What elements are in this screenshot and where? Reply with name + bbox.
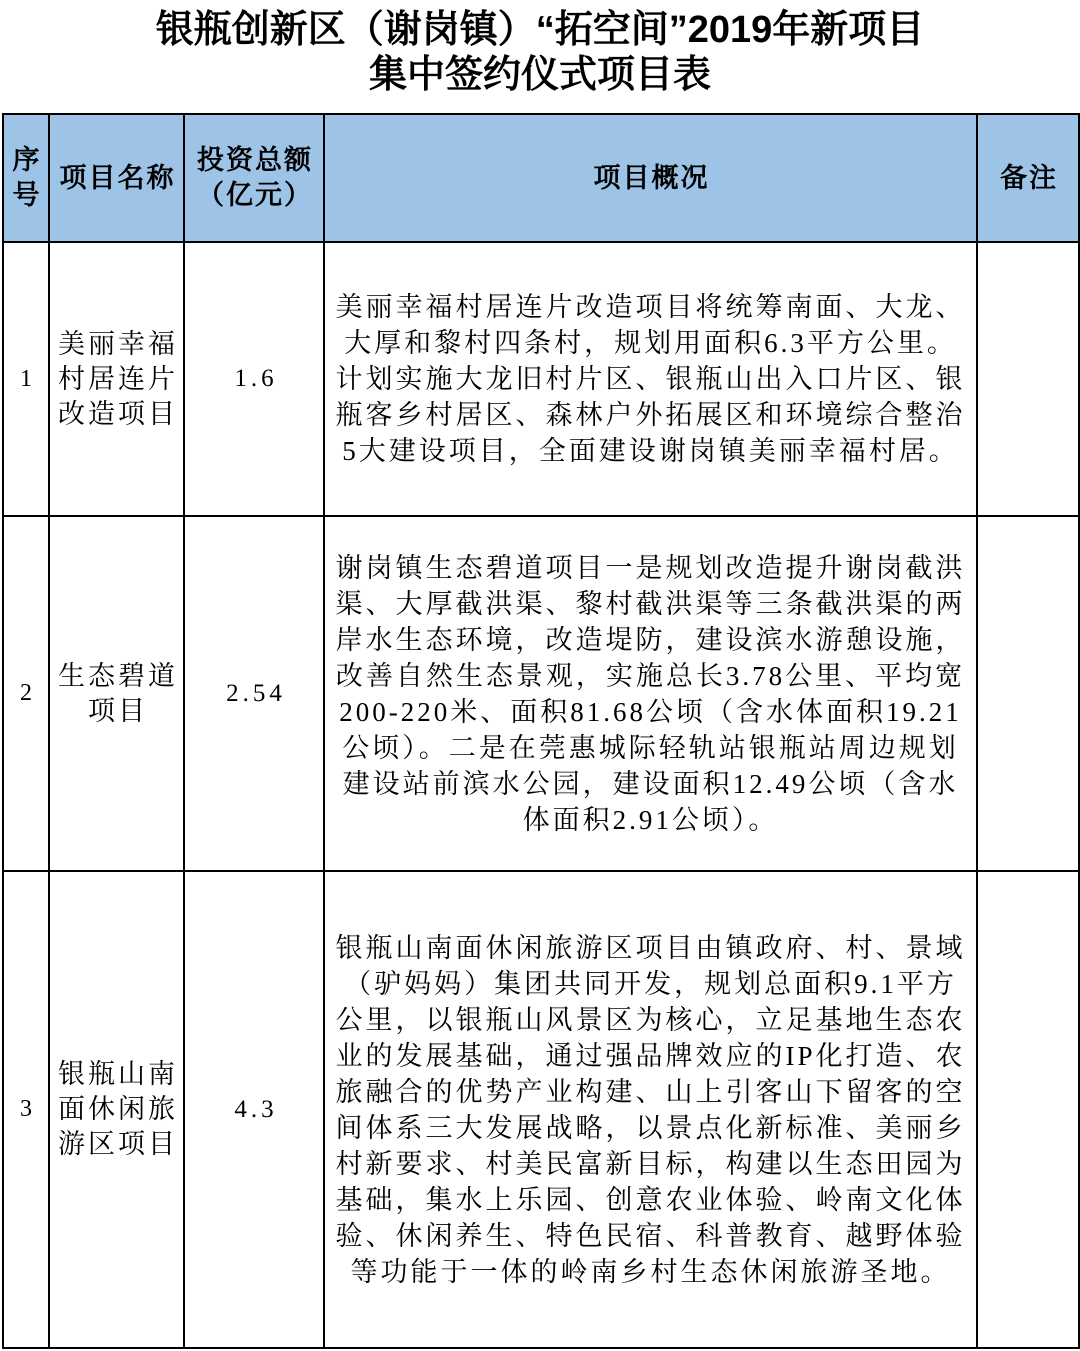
project-name-line: 生态碧道 [58,660,178,691]
project-name-line: 面休闲旅 [58,1094,178,1124]
header-index [3,114,49,242]
row-index: 2 [3,516,49,871]
project-table [2,113,1080,1349]
title-line-2: 集中签约仪式项目表 [368,54,711,96]
investment-text: 2.54 [226,679,286,707]
overview-line: 岸水生态环境，改造堤防，建设滨水游憩设施， [335,624,966,655]
project-name [49,242,184,516]
header-row [3,114,1079,242]
row-index: 1 [3,242,49,516]
overview-line: 间体系三大发展战略，以景点化新标准、美丽乡 [335,1112,966,1143]
investment-text: 4.3 [234,1095,278,1123]
overview-line: 验、休闲养生、特色民宿、科普教育、越野体验 [335,1220,966,1251]
project-name [49,871,184,1348]
remarks-cell [977,871,1079,1348]
header-investment-unit: （亿元） [197,180,313,210]
overview-line: 5大建设项目，全面建设谢岗镇美丽幸福村居。 [342,436,959,466]
remarks-cell [977,516,1079,871]
header-remarks [977,114,1079,242]
overview-line: （驴妈妈）集团共同开发，规划总面积9.1平方 [344,968,957,999]
investment-value [184,242,324,516]
title-line-1: 银瓶创新区（谢岗镇）“拓空间”2019年新项目 [155,9,925,51]
overview-line: 业的发展基础，通过强品牌效应的IP化打造、农 [335,1040,966,1071]
header-investment [184,114,324,242]
project-name [49,516,184,871]
remarks-cell [977,242,1079,516]
table-row [3,242,1079,516]
overview-line: 谢岗镇生态碧道项目一是规划改造提升谢岗截洪 [335,552,966,583]
header-index-line: 号 [12,180,42,210]
overview-line: 改善自然生态景观，实施总长3.78公里、平均宽 [335,660,966,691]
overview-line: 计划实施大龙旧村片区、银瓶山出入口片区、银 [335,364,966,394]
overview-line: 等功能于一体的岭南乡村生态休闲旅游圣地。 [350,1256,951,1287]
project-overview [324,516,977,871]
table-row [3,871,1079,1348]
project-name-line: 银瓶山南 [58,1059,178,1089]
overview-line: 银瓶山南面休闲旅游区项目由镇政府、村、景域 [335,932,966,963]
header-overview-label: 项目概况 [593,162,710,193]
project-name-line: 项目 [88,695,148,726]
overview-line: 体面积2.91公顷）。 [522,804,779,835]
project-name-line: 村居连片 [58,363,178,394]
project-name-line: 美丽幸福 [58,328,178,359]
row-index: 3 [3,871,49,1348]
header-name-label: 项目名称 [59,162,176,193]
project-name-line: 改造项目 [58,398,178,429]
overview-line: 村新要求、村美民富新目标，构建以生态田园为 [335,1148,966,1179]
header-remarks-label: 备注 [1000,162,1058,193]
table-row [3,516,1079,871]
project-overview [324,242,977,516]
header-index-line: 序 [12,145,42,175]
document-title [0,8,1080,98]
overview-line: 大厚和黎村四条村，规划用面积6.3平方公里。 [344,328,957,358]
overview-line: 建设站前滨水公园，建设面积12.49公顷（含水 [342,768,959,799]
investment-value [184,871,324,1348]
overview-line: 公里，以银瓶山风景区为核心，立足基地生态农 [335,1004,966,1035]
overview-line: 渠、大厚截洪渠、黎村截洪渠等三条截洪渠的两 [335,588,966,619]
overview-line: 基础，集水上乐园、创意农业体验、岭南文化体 [335,1184,966,1215]
investment-value [184,516,324,871]
overview-line: 公顷）。二是在莞惠城际轻轨站银瓶站周边规划 [342,732,959,763]
header-overview [324,114,977,242]
overview-line: 美丽幸福村居连片改造项目将统筹南面、大龙、 [335,292,966,322]
project-name-line: 游区项目 [58,1129,178,1159]
header-name [49,114,184,242]
investment-text: 1.6 [234,365,278,392]
overview-line: 200-220米、面积81.68公顷（含水体面积19.21 [339,696,962,727]
overview-line: 瓶客乡村居区、森林户外拓展区和环境综合整治 [335,400,966,430]
overview-line: 旅融合的优势产业构建、山上引客山下留客的空 [335,1076,966,1107]
header-investment-line: 投资总额 [197,145,313,175]
project-overview [324,871,977,1348]
